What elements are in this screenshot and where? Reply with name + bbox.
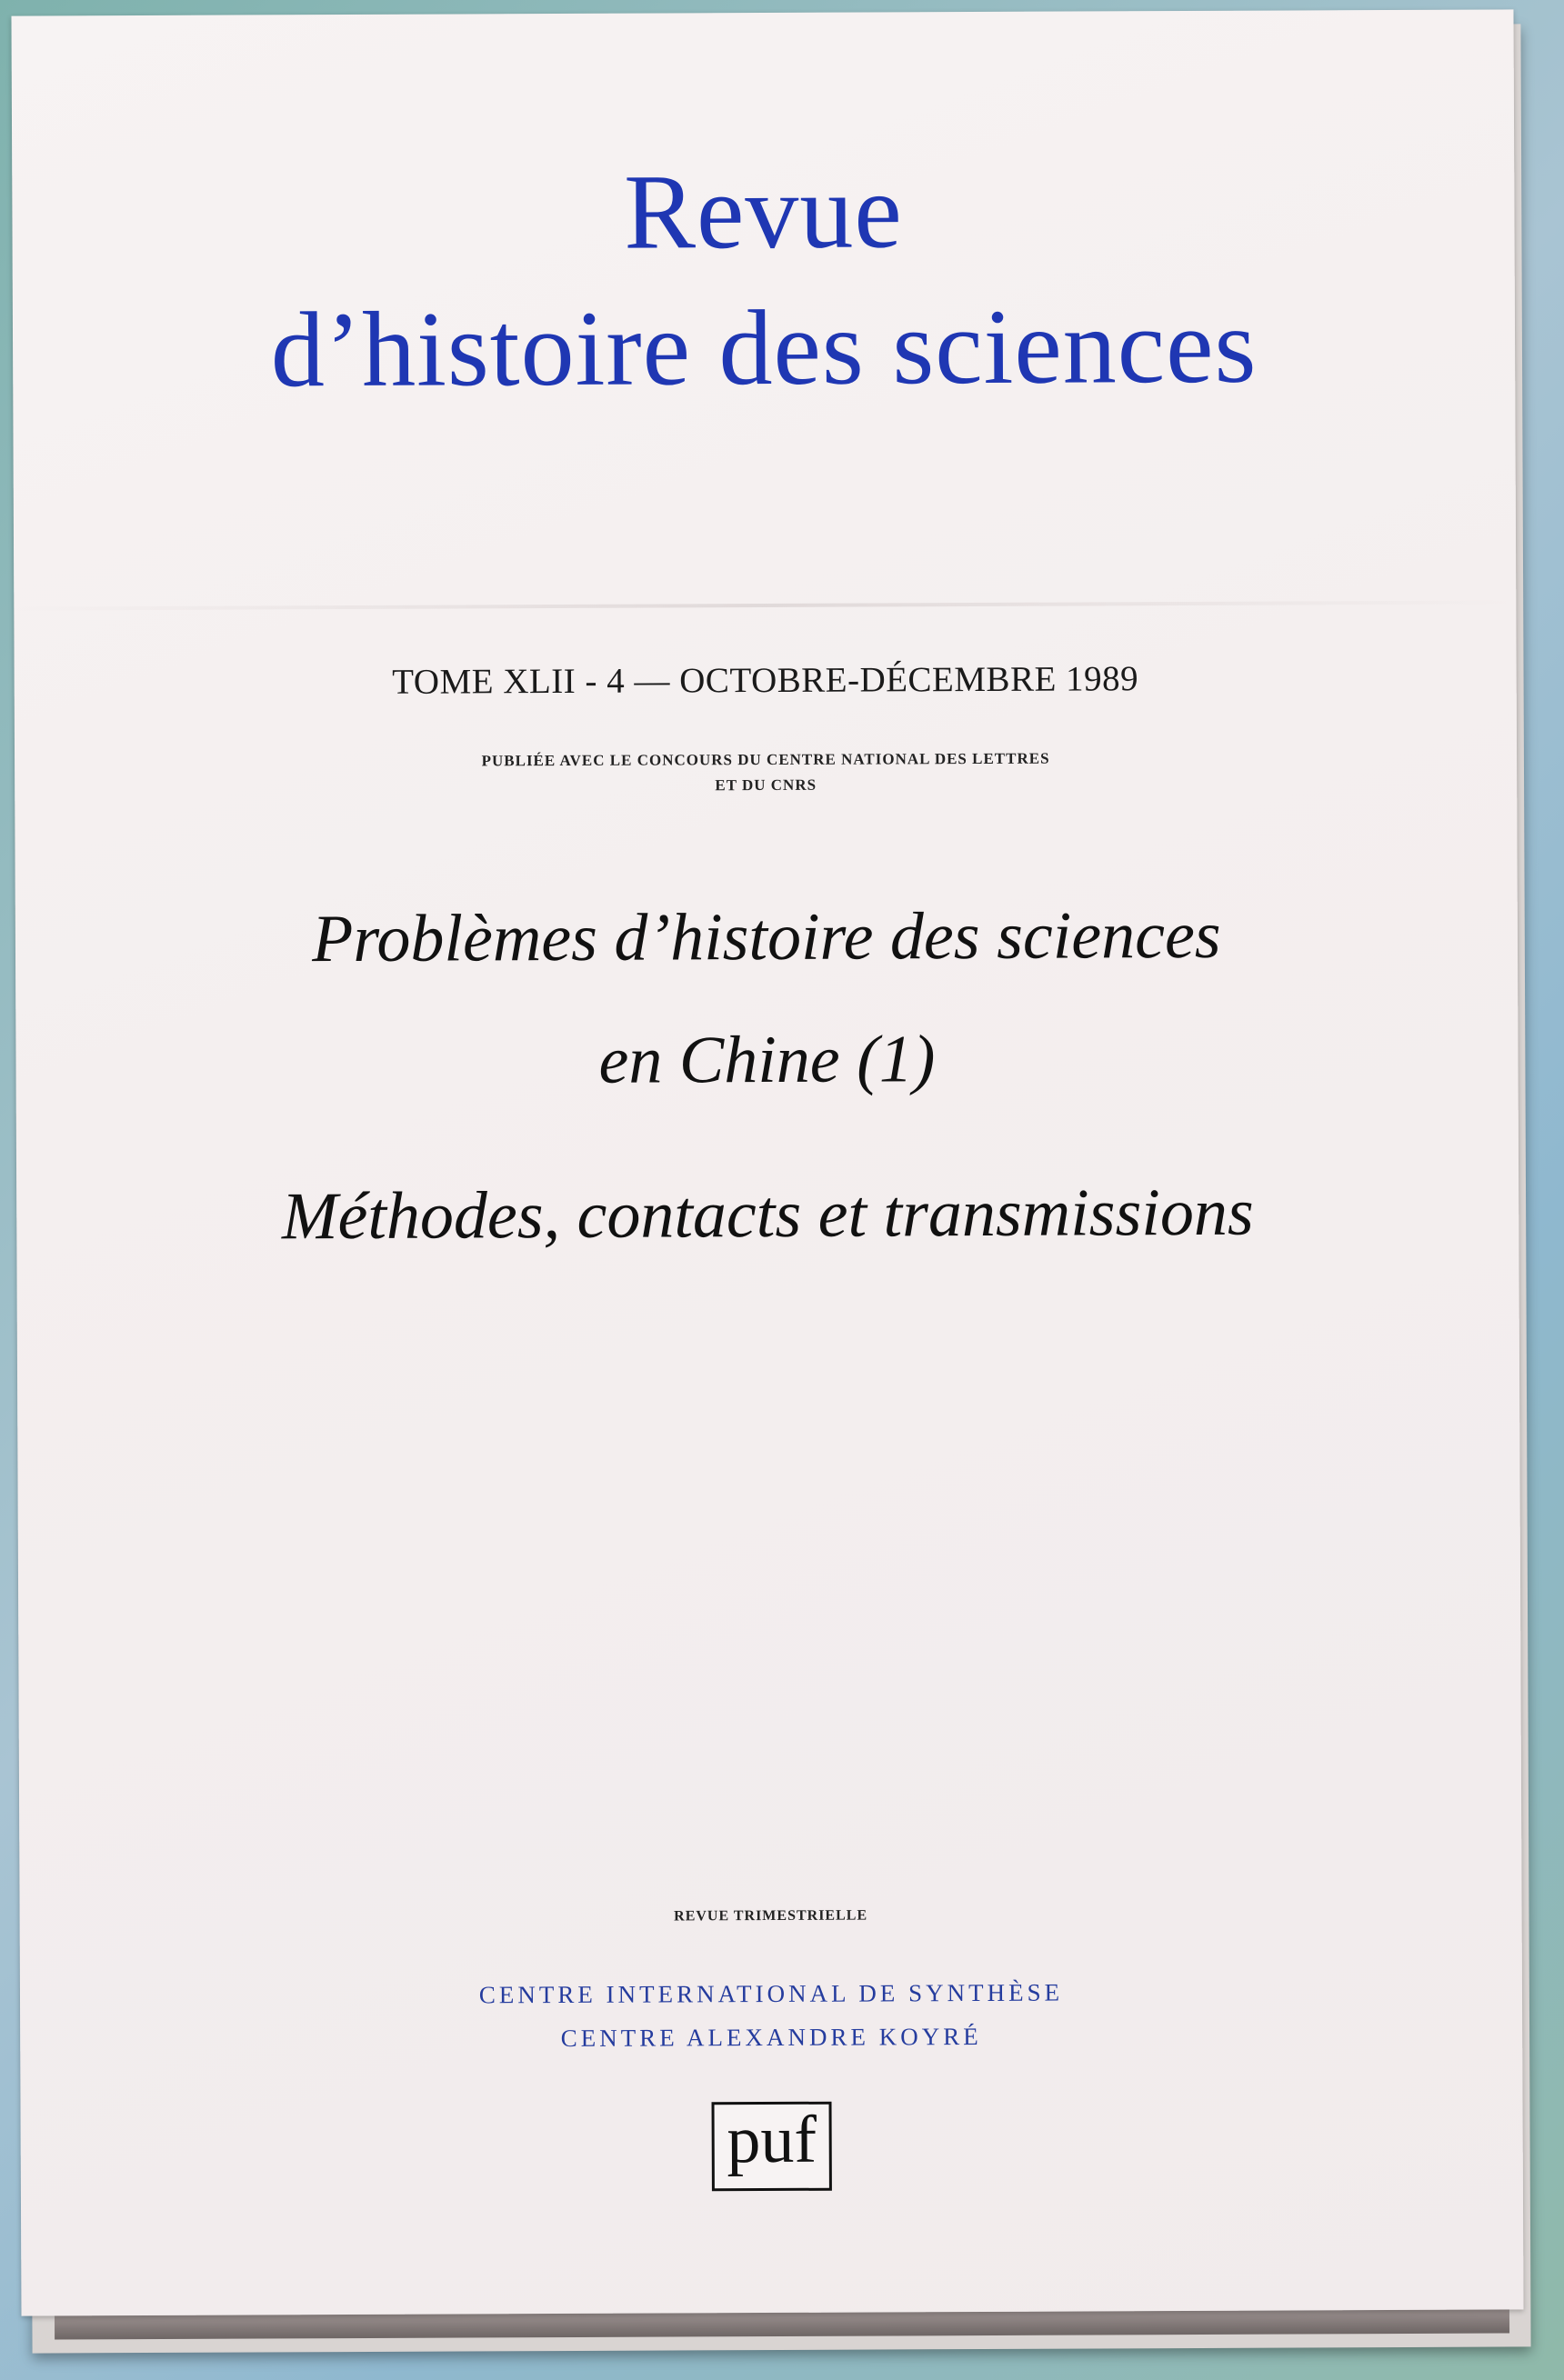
journal-cover (11, 9, 1523, 2315)
support-notice (15, 744, 1517, 801)
support-notice-line1: PUBLIÉE AVEC LE CONCOURS DU CENTRE NATIONAL DES LETTRES (481, 749, 1050, 770)
journal-title-line2: d’histoire des sciences (270, 285, 1258, 410)
puf-logo: puf (711, 2102, 832, 2192)
centre-synthese: CENTRE INTERNATIONAL DE SYNTHÈSE (478, 1978, 1064, 2009)
theme-title-line1: Problèmes d’histoire des sciences (312, 897, 1221, 977)
theme-title-line2: en Chine (1) (598, 1022, 936, 1098)
theme-title-line3: Méthodes, contacts et transmissions (281, 1175, 1254, 1255)
journal-title-line1: Revue (623, 151, 903, 272)
publisher-logo-wrap (21, 2098, 1523, 2194)
centre-koyre: CENTRE ALEXANDRE KOYRÉ (560, 2022, 982, 2053)
frequency-label: REVUE TRIMESTRIELLE (674, 1907, 868, 1925)
support-notice-line2: ET DU CNRS (715, 775, 817, 795)
paper-crease (14, 600, 1516, 610)
issue-line: TOME XLII - 4 — OCTOBRE-DÉCEMBRE 1989 (392, 659, 1139, 702)
centres-block (20, 1968, 1522, 2062)
